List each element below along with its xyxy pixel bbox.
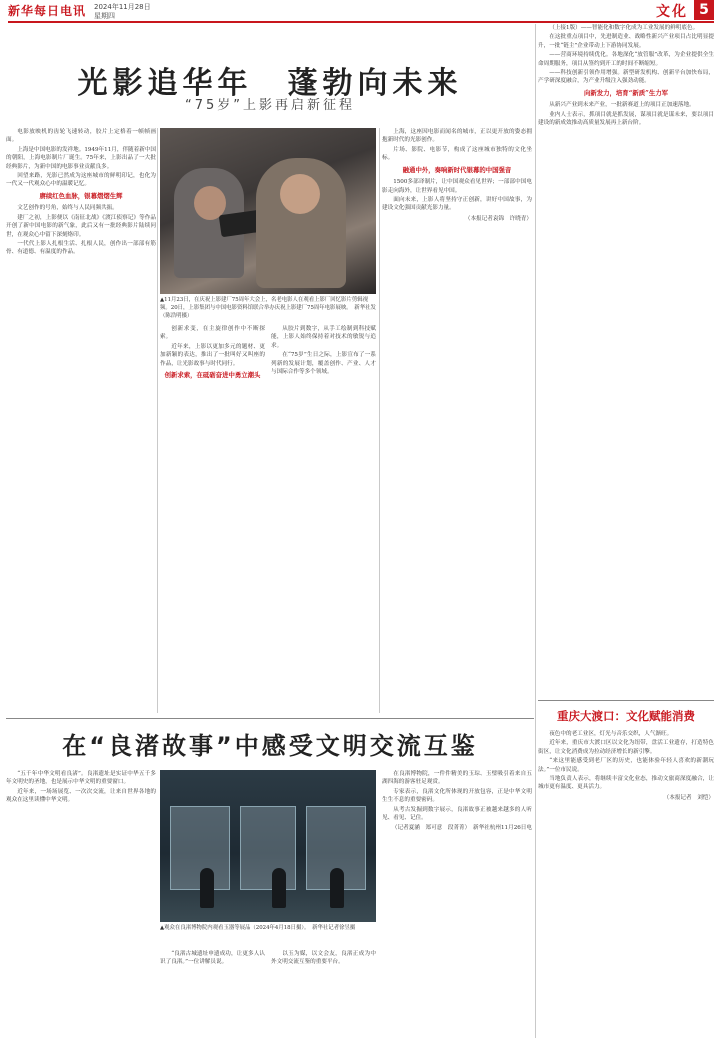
second-story-column-middle bbox=[160, 950, 376, 1038]
paragraph: 上海是中国电影的发祥地。1949年11月，伴随着新中国的朝阳，上海电影制片厂诞生。75年来，上影出品了一大批经典影片，为新中国的电影事业贡献良多。 bbox=[6, 146, 156, 170]
visitor-silhouette bbox=[272, 868, 286, 908]
column-divider bbox=[157, 128, 158, 713]
sidebar-story bbox=[538, 730, 714, 1036]
byline: （本报记者袁锦 许晓青） bbox=[464, 215, 532, 222]
main-story-column-left bbox=[6, 128, 156, 708]
paragraph: “良渚古城遗址申遗成功，让更多人认识了良渚。”一位讲解员说。 bbox=[160, 951, 265, 966]
byline: （记者夏涵 郑可意 段菁菁） 新华社杭州11月26日电 bbox=[391, 825, 532, 832]
paragraph: 夜色中的老工业区，灯光与音乐交织，人气渐旺。 bbox=[549, 731, 673, 737]
byline: （本报记者 刘恺） bbox=[663, 794, 714, 801]
news-photo-audience bbox=[160, 128, 376, 294]
second-story-column-left bbox=[6, 770, 156, 1038]
section-subhead: 向新发力，培育“新质”生力军 bbox=[583, 88, 669, 97]
publication-weekday: 星期四 bbox=[94, 12, 115, 20]
paragraph: “来这里能感受到老厂区的历史，也能体验年轻人喜欢的新潮玩法。”一位市民说。 bbox=[538, 758, 714, 773]
section-subhead: 融通中外，奏响新时代银幕的中国强音 bbox=[402, 165, 512, 174]
publication-date: 2024年11月28日 bbox=[94, 3, 151, 11]
sidebar-headline: 重庆大渡口：文化赋能消费 bbox=[557, 709, 695, 723]
story-divider bbox=[538, 700, 714, 701]
second-story-column-right bbox=[382, 770, 532, 1038]
paragraph: 片场、影院、电影节，构成了这座城市独特的文化坐标。 bbox=[382, 146, 532, 162]
main-headline: 光影追华年 蓬勃向未来 bbox=[77, 66, 463, 101]
paragraph: 在“75岁”生日之际，上影宣布了一系列新的发展计划，覆盖创作、产业、人才与国际合作等多个领域。 bbox=[271, 352, 376, 375]
story-divider bbox=[6, 718, 534, 719]
paragraph: 上海，这座因电影而闻名的城市，正以更开放的姿态拥抱新时代的光影创作。 bbox=[382, 129, 532, 144]
header-rule bbox=[8, 21, 714, 23]
paragraph: 1500多部译制片，让中国观众看见世界；一部部中国电影走向海外，让世界看见中国。 bbox=[382, 179, 532, 194]
section-subhead: 创新求索，在砥砺奋进中勇立潮头 bbox=[164, 370, 261, 379]
paragraph: “五千年中华文明看良渚”。良渚遗址是实证中华五千多年文明史的圣地，也是展示中华文明的重要窗口。 bbox=[6, 771, 156, 786]
column-divider bbox=[379, 128, 380, 713]
paragraph: 回望来路，光影已然成为这座城市的鲜明印记，也化为一代又一代观众心中的温暖记忆。 bbox=[6, 172, 156, 188]
paragraph: 建厂之初，上影便以《南征北战》《渡江侦察记》等作品开创了新中国电影的新气象，此后又有一批经典影片陆续问世，在观众心中留下深刻烙印。 bbox=[6, 214, 156, 238]
visitor-silhouette bbox=[200, 868, 214, 908]
main-story-column-right bbox=[382, 128, 532, 708]
masthead bbox=[8, 0, 714, 20]
paragraph: 近年来，上影以更加多元的题材、更加新颖的表达，推出了一批叫好又叫座的作品，让光影故事与时代同行。 bbox=[160, 343, 265, 367]
paragraph: 创新求变，在主旋律创作中不断探索。 bbox=[160, 326, 265, 341]
paragraph: 近年来，一场场展览、一次次交流，让来自世界各地的观众在这里读懂中华文明。 bbox=[6, 788, 156, 804]
second-story-headline: 在“良渚故事”中感受文明交流互鉴 bbox=[62, 732, 478, 760]
newspaper-brand: 新华每日电讯 bbox=[8, 4, 87, 18]
paragraph: 以玉为媒，以文会友，良渚正成为中外文明交流互鉴的重要平台。 bbox=[271, 951, 376, 966]
paragraph: ——科技创新引领作用增强。新型研发机构、创新平台加快布局，产学研深度融合，为产业升级注入强劲动能。 bbox=[538, 69, 714, 85]
paragraph: 电影放映机的齿轮飞速转动，胶片上定格着一帧帧画面。 bbox=[6, 129, 156, 144]
photo-face bbox=[280, 174, 320, 214]
paragraph: 面向未来，上影人将坚持守正创新，讲好中国故事，为建设文化强国贡献光影力量。 bbox=[382, 196, 532, 212]
paragraph: 当地负责人表示，将继续丰富文化业态，推动文旅商深度融合，让城市更有温度、更具活力。 bbox=[538, 775, 714, 791]
paragraph: 从考古发掘到数字展示，良渚故事正被越来越多的人听见、看见、记住。 bbox=[382, 806, 532, 821]
main-story-column-middle bbox=[160, 325, 376, 715]
continued-story-column bbox=[538, 24, 714, 674]
main-subheadline: “75岁”上影再启新征程 bbox=[184, 98, 355, 113]
paragraph: 从胶片到数字，从手工绘制到科技赋能，上影人始终保持着对技术的敏锐与追求。 bbox=[271, 326, 376, 349]
section-title: 文化 bbox=[656, 4, 688, 20]
visitor-silhouette bbox=[330, 868, 344, 908]
paragraph: 专家表示，良渚文化所体现的开放包容，正是中华文明生生不息的重要密码。 bbox=[382, 788, 532, 804]
paragraph: 文艺创作的号角，始终与人民同频共振。 bbox=[17, 205, 118, 212]
photo-caption: ▲11月23日，在庆祝上影建厂75周年大会上，名老电影人在观看上影厂回忆影片剪辑视频。20日，上影集团与中国电影资料馆联合举办庆祝上影建厂75周年电影展映。 新华社发（陈浩明摄） bbox=[160, 297, 376, 319]
paragraph: 一代代上影人扎根生活、扎根人民，创作出一部部有筋骨、有道德、有温度的作品。 bbox=[6, 240, 156, 256]
paragraph: 业内人士表示，抓项目就是抓发展，谋项目就是谋未来，要以项目建设的新成效推动高质量发展再上新台阶。 bbox=[538, 111, 714, 127]
news-photo-museum bbox=[160, 770, 376, 922]
display-case bbox=[240, 806, 296, 890]
column-divider bbox=[535, 24, 536, 1038]
paragraph: 在良渚博物院，一件件精美的玉琮、玉璧吸引着来自五湖四海的游客驻足观赏。 bbox=[382, 771, 532, 786]
paragraph: 近年来，重庆市大渡口区以文化为纽带，盘活工业遗存，打造特色街区，让文化消费成为拉动经济增长的新引擎。 bbox=[538, 740, 714, 755]
paragraph: 在这批重点项目中，先进制造业、战略性新兴产业项目占比明显提升，一批“链主”企业带动上下游协同发展。 bbox=[538, 34, 714, 49]
page-number: 5 bbox=[694, 0, 714, 20]
paragraph: 从新兴产业到未来产业，一批新赛道上的项目正加速落地。 bbox=[549, 102, 695, 109]
paragraph: （上接1版）——智能化和数字化成为工业发展的鲜明底色。 bbox=[549, 25, 699, 31]
section-subhead: 赓续红色血脉，银幕熠熠生辉 bbox=[39, 191, 123, 200]
paragraph: ——营商环境持续优化。各地深化“放管服”改革，为企业提供全生命周期服务，项目从签约到开工的时间不断缩短。 bbox=[538, 52, 714, 67]
photo-caption: ▲观众在良渚博物院内观看玉器等展品（2024年4月18日摄）。 新华社记者徐昱摄 bbox=[160, 925, 356, 931]
